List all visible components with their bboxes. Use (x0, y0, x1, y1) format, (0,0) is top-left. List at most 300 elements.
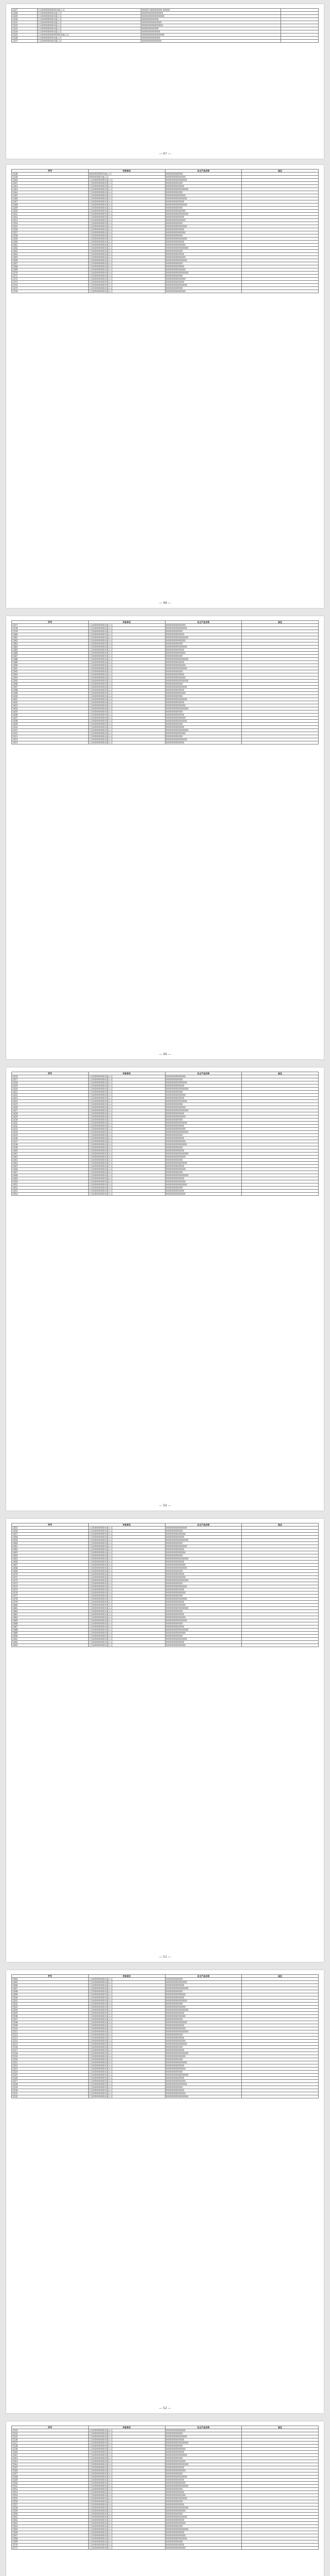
table-cell: XXXXXXXXXXXXX (165, 2466, 242, 2469)
document-page (6, 1519, 324, 1962)
table-cell: 江苏XXXXXXXX有限公司 (88, 1171, 165, 1174)
table-cell: XXXXXXXXXXXXX (165, 1625, 242, 1629)
table-cell: 1387 (12, 655, 89, 658)
table-cell: XXXXXXXXXXXX (141, 18, 280, 21)
table-cell: XXXXXXXXXXXX (165, 723, 242, 726)
table-cell: XXXXXXXXXXXXXXXX (165, 2095, 242, 2098)
table-cell: 1431 (12, 1122, 89, 1125)
table-cell: 江苏XXXXXXXX有限公司 (88, 701, 165, 704)
table-cell: 1537 (12, 2442, 89, 2445)
table-cell: 江苏XXXXXXXX有限公司 (88, 290, 165, 293)
table-cell: 江苏XXXXXXXX有限公司 (88, 1539, 165, 1542)
table-cell: 江苏XXXXXXXX有限公司 (88, 222, 165, 225)
table-cell: 江苏XXXXXXXX有限公司 (88, 2095, 165, 2098)
table-cell: 1410 (12, 726, 89, 729)
table-cell: XXXXXXXXXXXXX (165, 1190, 242, 1193)
table-cell: 江苏XXXXXXXX有限公司 (88, 2055, 165, 2058)
table-cell: XXXXXXXXXXXXX (165, 1573, 242, 1576)
table-cell: XXXXXXXXXXXX (165, 1159, 242, 1162)
table-cell: 江苏XXXXXXXX有限公司 (88, 287, 165, 290)
table-cell: 1384 (12, 646, 89, 649)
table-cell: 江苏XXXXXXXX有限公司 (88, 741, 165, 744)
table-cell: XXXXXXXXXXXXXXX (165, 627, 242, 630)
table-cell: XXXXXXXXXXXXXXX (165, 1545, 242, 1548)
table-cell: 江苏XXXXXXXX有限公司 (88, 2463, 165, 2466)
table-cell: 1494 (12, 1978, 89, 1981)
table-cell: XXXXXXXXXXXXXX (165, 2055, 242, 2058)
table-cell: XXXXXXXXXXXXXX (165, 2006, 242, 2009)
table-cell: 1481 (12, 1607, 89, 1610)
table-wrapper (11, 169, 319, 293)
table-cell: 江苏XXXXXXXX有限公司 (88, 627, 165, 630)
table-cell: 1510 (12, 2027, 89, 2030)
table-cell: XXXXXXXXXXXXX (165, 228, 242, 231)
table-cell: 1390 (12, 664, 89, 667)
table-cell: XXXXXXXXXXXXXX (165, 639, 242, 642)
table-cell: 1520 (12, 2058, 89, 2061)
table-cell: XXXXXXXXXXXXX (165, 1137, 242, 1140)
table-cell: XXXXXXXXXXXXX (165, 1125, 242, 1128)
table-cell: XXXXXXXXXXXXXX (165, 2092, 242, 2095)
table-cell: 江苏XXXXXXXX有限公司 (37, 24, 141, 27)
table-cell: 1567 (12, 2534, 89, 2537)
table-cell: 江苏XXXXXXXX有限公司 (88, 2033, 165, 2037)
table-cell: 1332 (12, 24, 38, 27)
table-header-cell: 申报单位 (88, 170, 165, 173)
table-cell: XXXXXXXXXXXXXXXX (165, 2030, 242, 2033)
table-cell: XXXXXXXXXXXX (165, 1103, 242, 1106)
table-cell: 1504 (12, 2009, 89, 2012)
table-cell: 江苏XXXXXXXX有限公司 (37, 18, 141, 21)
table-cell: 江苏XXXXXXXX有限公司 (88, 1103, 165, 1106)
table-cell: 1343 (12, 188, 89, 191)
table-cell: XXXXXXXXXXXXXXX (165, 2476, 242, 2479)
table-cell: 1552 (12, 2488, 89, 2491)
table-cell: 江苏XXXXXXXX有限公司 (88, 1551, 165, 1554)
table-cell: XXXXXXXXXXXXXXX (165, 2021, 242, 2024)
table-cell: 江苏XXXXXXXX有限公司 (88, 720, 165, 723)
table-cell: 1516 (12, 2046, 89, 2049)
table-cell: 1440 (12, 1149, 89, 1153)
table-cell: 1356 (12, 228, 89, 231)
table-cell: 1540 (12, 2451, 89, 2454)
table-cell: 1350 (12, 210, 89, 213)
table-cell: 1432 (12, 1125, 89, 1128)
table-cell: XXXXXXXXXXXXXX (165, 1564, 242, 1567)
page-number: — 50 — (159, 1504, 171, 1507)
table-cell: XXXXXXXXXXXX (165, 1595, 242, 1598)
table-cell: 江苏XXXXXXXX有限公司 (88, 2061, 165, 2064)
table-cell: XXXXXXXXXXXXXXX (165, 1081, 242, 1084)
table-cell: 江苏XXXXXXXX有限公司 (88, 1564, 165, 1567)
table-cell: 江苏XXXXXXXX有限公司 (88, 1153, 165, 1156)
table-cell: 1357 (12, 231, 89, 234)
table-cell: 江苏XXXXXXXX有限公司 (88, 231, 165, 234)
document-page (6, 2421, 324, 2576)
table-cell: 江苏XXXXXXXX有限公司 (88, 630, 165, 633)
table-cell: 江苏XXXXXXXX有限公司 (88, 1177, 165, 1180)
table-cell: 1524 (12, 2071, 89, 2074)
table-cell: 江苏XXXXXXXX有限公司 (88, 2457, 165, 2460)
table-cell: 江苏XXXXXXXX有限公司 (88, 2460, 165, 2463)
table-cell: XXXXXXXXXXXXXXX (165, 1100, 242, 1103)
table-header-cell: 备注 (242, 1523, 319, 1527)
table-cell: XXXXXXXXXXXXX (165, 265, 242, 268)
table-cell: 江苏XXXXXXXX有限公司 (88, 1190, 165, 1193)
table-cell: 1346 (12, 197, 89, 200)
table-cell: 1500 (12, 1996, 89, 1999)
table-cell: XXXXXXXXXXXXXX (165, 231, 242, 234)
table-cell: 1529 (12, 2086, 89, 2089)
table-cell: 1523 (12, 2067, 89, 2071)
table-cell: 1532 (12, 2095, 89, 2098)
table-cell: XXXXXXXXXXXXX (165, 1561, 242, 1564)
table-cell: 1388 (12, 658, 89, 661)
table-cell: XXXXXXXXXXXXX (165, 673, 242, 676)
table-cell: 江苏XXXXXXXX有限公司 (88, 1576, 165, 1579)
table-header-cell: 申报单位 (88, 621, 165, 624)
table-cell: 江苏XXXXXXXX有限公司 (88, 676, 165, 680)
table-cell: 江苏XXXXXXXX有限公司 (88, 1619, 165, 1622)
table-cell: 1422 (12, 1094, 89, 1097)
table-header-cell: 序号 (12, 1523, 89, 1527)
table-cell: XXXXXXXXXXXX (165, 1978, 242, 1981)
table-cell: 1412 (12, 732, 89, 735)
table-cell: XXXXXXXXXXXXXXX (165, 1143, 242, 1146)
table-cell: 1458 (12, 1536, 89, 1539)
table-cell: XXXXXXXXXXXXXXX (165, 1162, 242, 1165)
table-cell: 1569 (12, 2540, 89, 2544)
table-cell: 江苏XXXXXXXX有限公司 (88, 1159, 165, 1162)
table-cell: 江苏XXXXXXXX有限公司 (88, 250, 165, 253)
table-cell: 江苏XXXXXXXX有限公司 (88, 188, 165, 191)
table-cell: 江苏XXXXXXXX有限公司 (88, 2071, 165, 2074)
table-wrapper (11, 8, 319, 43)
table-cell: 江苏XXXXXXXX有限公司 (88, 268, 165, 272)
table-cell: XXXXXXXXXXXXXX (165, 1993, 242, 1996)
table-cell: 1434 (12, 1131, 89, 1134)
table-cell: 1348 (12, 204, 89, 207)
table-cell: 江苏XXXXXXXX有限公司 (88, 2435, 165, 2438)
table-cell: 1564 (12, 2525, 89, 2528)
table-cell: XXXXXXXXXXXXXX (165, 176, 242, 179)
table-cell: 江苏XXXXXXXX有限公司 (88, 210, 165, 213)
table-cell: XXXXXXXXXXXX (165, 2525, 242, 2528)
table-cell: XXXXXXXXXXXXXX (165, 1616, 242, 1619)
table-cell: 1447 (12, 1171, 89, 1174)
table-cell: 江苏XXXXXXXX有限公司 (88, 284, 165, 287)
table-cell: XXXXXXXXXXXX (165, 2033, 242, 2037)
table-cell: 1415 (12, 741, 89, 744)
table-header-cell: 备注 (242, 170, 319, 173)
table-cell: XXXXXXXXXXXXXXXX (165, 2009, 242, 2012)
table-cell: XXXXXXXXXXXXX (165, 2064, 242, 2067)
table-cell: 江苏XXXXXXXX有限公司 (88, 1561, 165, 1564)
table-cell: 1446 (12, 1168, 89, 1171)
table-cell: XXXXXXXXXXXXXXXX (165, 1174, 242, 1177)
table-wrapper (11, 1974, 319, 2098)
table-cell: 江苏XXXXXXXX有限公司 (88, 1613, 165, 1616)
enterprise-product-table (11, 620, 319, 744)
table-cell: 江苏XXXXXXXX有限公司 (88, 2030, 165, 2033)
table-cell: 1351 (12, 213, 89, 216)
table-cell: XXXXXXXXXXXXXX (165, 244, 242, 247)
table-cell: 江苏XXXXXXXX有限公司 (88, 633, 165, 636)
table-cell: XXXXXXXXXXXXX (165, 2479, 242, 2482)
table-cell: XXXXXXXXXXXXXXX (165, 1619, 242, 1622)
table-cell: 1505 (12, 2012, 89, 2015)
table-cell: XXXXX XXXXXXXXX XXXXX (141, 9, 280, 12)
table-header-cell: 序号 (12, 1975, 89, 1978)
table-cell: 江苏XXXXXXXX有限公司 (88, 2018, 165, 2021)
table-cell: XXXXXXXXXXXXXXXX (165, 2485, 242, 2488)
table-header-cell: 序号 (12, 1072, 89, 1075)
table-cell: 江苏XXXXXXXX有限公司 (88, 1598, 165, 1601)
table-cell: 江苏XXXXXXXX有限公司 (88, 247, 165, 250)
table-cell: 江苏XXXXXXXX有限公司 (88, 2037, 165, 2040)
table-cell: 江苏XXXXXXXX有限公司 (88, 689, 165, 692)
table-cell: 1448 (12, 1174, 89, 1177)
table-cell: 1454 (12, 1193, 89, 1196)
table-cell: XXXXXXXXXXXXXX (165, 1156, 242, 1159)
table-row (12, 2547, 319, 2550)
table-cell: 江苏XXXXXXXX有限公司 (88, 1156, 165, 1159)
table-cell: XXXXXXXXXXXXX (165, 649, 242, 652)
table-cell: XXXXXXXXXXXXXX (165, 1604, 242, 1607)
table-cell: XXXXXXXXXXXX (165, 1118, 242, 1122)
table-cell: 江苏XXXXXXXX有限公司 (88, 2482, 165, 2485)
table-cell (242, 290, 319, 293)
document-page (6, 616, 324, 1059)
table-cell: XXXXXXXXXXXX (165, 2071, 242, 2074)
table-cell: XXXXXXXXXXXX (165, 1635, 242, 1638)
table-cell: XXXXXXXXXXXX (165, 1134, 242, 1137)
table-cell: 1517 (12, 2049, 89, 2052)
table-cell: XXXXXXXXXXXXXXX (165, 686, 242, 689)
table-cell: 江苏XXXXXXXX有限公司 (88, 2531, 165, 2534)
table-cell: XXXXXXXXXXXX (165, 287, 242, 290)
table-cell: XXXXXXXXXXXXX (165, 1165, 242, 1168)
table-cell: 1457 (12, 1533, 89, 1536)
table-cell: XXXXXXXXXXXXXXXX (165, 1607, 242, 1610)
table-cell: 1539 (12, 2448, 89, 2451)
table-cell: 1495 (12, 1981, 89, 1984)
table-header-cell: 申报单位 (88, 1072, 165, 1075)
table-cell (242, 2547, 319, 2550)
table-cell: 1560 (12, 2513, 89, 2516)
table-cell: XXXXXXXXXXXXXX (165, 1576, 242, 1579)
table-cell: XXXXXXXXXXXXX (165, 1548, 242, 1551)
table-cell: 1546 (12, 2469, 89, 2472)
table-cell: 江苏XXXXXXXX有限公司 (88, 1084, 165, 1088)
table-cell: 1360 (12, 241, 89, 244)
table-cell: 1437 (12, 1140, 89, 1143)
table-cell: 1389 (12, 661, 89, 664)
table-cell: 1461 (12, 1545, 89, 1548)
table-cell: XXXXXXXXXXXXX (165, 2531, 242, 2534)
table-cell: XXXXXXXXXXXXX (165, 2503, 242, 2506)
table-cell: XXXXXXXXXXXX (165, 250, 242, 253)
page-number: — 47 — (159, 152, 171, 156)
table-cell: 1391 (12, 667, 89, 670)
table-cell: XXXXXXXXXXXXXXXX (165, 1579, 242, 1582)
table-cell: 1493 (12, 1644, 89, 1647)
table-cell: 江苏XXXXXXXX有限公司 (88, 1978, 165, 1981)
table-cell: 江苏XXXXXXXX有限公司 (88, 272, 165, 275)
table-cell: XXXXXXXXXXXXXXXX (165, 2442, 242, 2445)
table-cell: 1474 (12, 1585, 89, 1588)
table-cell: 江苏XXXXXXXX有限公司 (88, 207, 165, 210)
table-cell: 江苏XXXXXXXX有限公司 (88, 1165, 165, 1168)
table-cell: XXXXXXXXXXXXXX (165, 290, 242, 293)
table-cell: 江苏XXXXXXXX有限公司 (88, 729, 165, 732)
table-cell: 1394 (12, 676, 89, 680)
table-cell: 江苏XXXXXXXX有限公司 (88, 1644, 165, 1647)
table-cell: XXXXXXXXXXXXX (165, 2024, 242, 2027)
table-cell: 1526 (12, 2077, 89, 2080)
table-cell: XXXXXXXXXXXX (165, 234, 242, 238)
table-cell: 江苏XXXXXXXX有限公司 (88, 1990, 165, 1993)
page-number: — 51 — (159, 1955, 171, 1959)
table-cell: 江苏XXXXXXXX有限公司 (88, 2021, 165, 2024)
table-cell: 1514 (12, 2040, 89, 2043)
table-header-cell: 自主产品名称 (165, 1975, 242, 1978)
table-cell: XXXXXXXXXXXX (165, 1171, 242, 1174)
table-cell: 1345 (12, 194, 89, 197)
table-cell: XXXXXXXXXXXXXX (165, 664, 242, 667)
table-cell: XXXXXXXXXXXXXX (165, 652, 242, 655)
table-cell: 1419 (12, 1084, 89, 1088)
table-cell: 1542 (12, 2457, 89, 2460)
table-cell: 江苏XXXXXXXX有限公司 (88, 2485, 165, 2488)
table-cell: 1327 (12, 9, 38, 12)
table-cell: 1362 (12, 247, 89, 250)
table-cell: 1492 (12, 1641, 89, 1644)
table-row (12, 2095, 319, 2098)
table-cell: 1485 (12, 1619, 89, 1622)
table-cell: XXXXXXXXXXXX (165, 2432, 242, 2435)
table-cell: 江苏XXXXXXXX有限公司 (88, 259, 165, 262)
table-cell: XXXXXXXXXX有限公司 (88, 173, 165, 176)
table-cell: 1480 (12, 1604, 89, 1607)
table-cell: XXXXXXXXXXXXXX (165, 1193, 242, 1196)
table-cell: XXXXXXXXXXXXXXX (165, 1585, 242, 1588)
table-cell: 1385 (12, 649, 89, 652)
table-cell: 1442 (12, 1156, 89, 1159)
table-cell: 江苏XXXXXXXX有限公司 (88, 2442, 165, 2445)
table-cell: 江苏XXXXXXXX有限公司 (88, 2052, 165, 2055)
table-cell: 江苏XXXXXXXX有限公司 (88, 2049, 165, 2052)
table-cell: 江苏XXXXXXXX有限公司 (88, 667, 165, 670)
table-cell: 1418 (12, 1081, 89, 1084)
table-cell: XXXXXXXXXXXXX (165, 726, 242, 729)
table-cell: XXXXXXXXXXXXXXX (165, 2516, 242, 2519)
table-cell: 1468 (12, 1567, 89, 1570)
table-cell: XXXXXXXXXXXXXXX (165, 2435, 242, 2438)
table-cell: 1464 (12, 1554, 89, 1557)
table-cell: 江苏XXXXXXXX有限公司 (88, 262, 165, 265)
table-cell: 1559 (12, 2510, 89, 2513)
table-cell (242, 741, 319, 744)
table-cell: 江苏XXXXXXXX有限公司 (88, 253, 165, 256)
table-cell: XXXXXXXXXXXXXXX (165, 1527, 242, 1530)
table-cell: 1549 (12, 2479, 89, 2482)
table-cell: 江苏XXXXXXXX有限公司 (88, 1570, 165, 1573)
table-cell: 1489 (12, 1632, 89, 1635)
table-header-cell: 备注 (242, 621, 319, 624)
table-cell: XXXXXXXXXXXX (165, 1582, 242, 1585)
table-cell: XXXXXXXXXXXXXX (165, 2510, 242, 2513)
table-cell: 江苏XXXXXXXX有限公司 (88, 2058, 165, 2061)
table-cell: 江苏XXXXXXXX有限公司 (88, 1125, 165, 1128)
table-cell: XXXXXXXXXXXXX (165, 714, 242, 717)
table-cell: XXXXXXXXXXXXXX (165, 1551, 242, 1554)
table-cell: XXXXXXXXXXXXXXXX (165, 1088, 242, 1091)
table-cell: XXXXXXXXXXXXXX (165, 2015, 242, 2018)
table-cell: XXXXXXXXXXXXX (165, 1613, 242, 1616)
table-cell: XXXXXXXXXXXXX (165, 2438, 242, 2442)
table-cell: 1506 (12, 2015, 89, 2018)
table-cell: XXXXXXXXXXXXXX (165, 1168, 242, 1171)
table-cell: XXXXXXXXXXXXX (165, 1149, 242, 1153)
table-cell: 1377 (12, 624, 89, 627)
table-cell: 江苏XXXXXXXX有限公司 (88, 1641, 165, 1644)
table-cell: 江苏XXXXXXXX有限公司 (88, 2046, 165, 2049)
table-cell: 1423 (12, 1097, 89, 1100)
table-cell: 1496 (12, 1984, 89, 1987)
table-cell: 江苏XXXXXXXX有限公司 (88, 1094, 165, 1097)
table-cell: 江苏XXXXXXXX有限公司 (88, 1557, 165, 1561)
table-cell: 1428 (12, 1112, 89, 1115)
table-cell: 1486 (12, 1622, 89, 1625)
table-cell: XXXXXXXXXXXXXXXX (165, 707, 242, 710)
table-wrapper (11, 1072, 319, 1196)
table-cell: 江苏XXXXXXXX有限公司 (88, 1118, 165, 1122)
table-cell: 1536 (12, 2438, 89, 2442)
table-cell: 江苏XXXXXXXX有限公司 (88, 1122, 165, 1125)
table-cell: 1386 (12, 652, 89, 655)
table-cell: XXXXXXXXXXXX (165, 2513, 242, 2516)
table-cell: XXXXXXXXXXXXXXX (165, 204, 242, 207)
document-page (6, 165, 324, 608)
table-cell: 1460 (12, 1542, 89, 1545)
table-cell: 江苏XXXXXXXX有限公司 (88, 2043, 165, 2046)
table-cell: XXXXXXXXXXXX (165, 1091, 242, 1094)
table-header-cell: 自主产品名称 (165, 621, 242, 624)
table-cell: XXXXXXXXXXXXXXX (165, 738, 242, 741)
table-cell: XXXXXXXXXXXXXX (165, 2027, 242, 2030)
table-cell: 1382 (12, 639, 89, 642)
table-cell: 1393 (12, 673, 89, 676)
table-cell: 江苏XXXXXXXX有限公司 (88, 1168, 165, 1171)
table-cell: 1548 (12, 2476, 89, 2479)
table-cell: 1433 (12, 1128, 89, 1131)
table-cell: XXXXXXXXXXXX (165, 695, 242, 698)
table-cell: 江苏XXXXXXXX有限公司 (88, 1607, 165, 1610)
table-cell: XXXXXXXXXXXXXXX (165, 1999, 242, 2003)
table-cell: XXXXXXXXXXXXX (165, 1601, 242, 1604)
table-cell: 江苏XXXXXXXX有限公司 (88, 1137, 165, 1140)
table-cell: 江苏XXXXXXXX有限公司 (88, 624, 165, 627)
table-cell: 1409 (12, 723, 89, 726)
table-cell: XXXXXXXXXXXXXXX (165, 284, 242, 287)
table-cell: 1364 (12, 253, 89, 256)
table-cell: 江苏XXXXXXXX有限公司 (88, 1134, 165, 1137)
table-cell: 1443 (12, 1159, 89, 1162)
table-cell: 1369 (12, 268, 89, 272)
table-cell: 1544 (12, 2463, 89, 2466)
table-cell: XXXXXXXXXXXX (165, 275, 242, 278)
